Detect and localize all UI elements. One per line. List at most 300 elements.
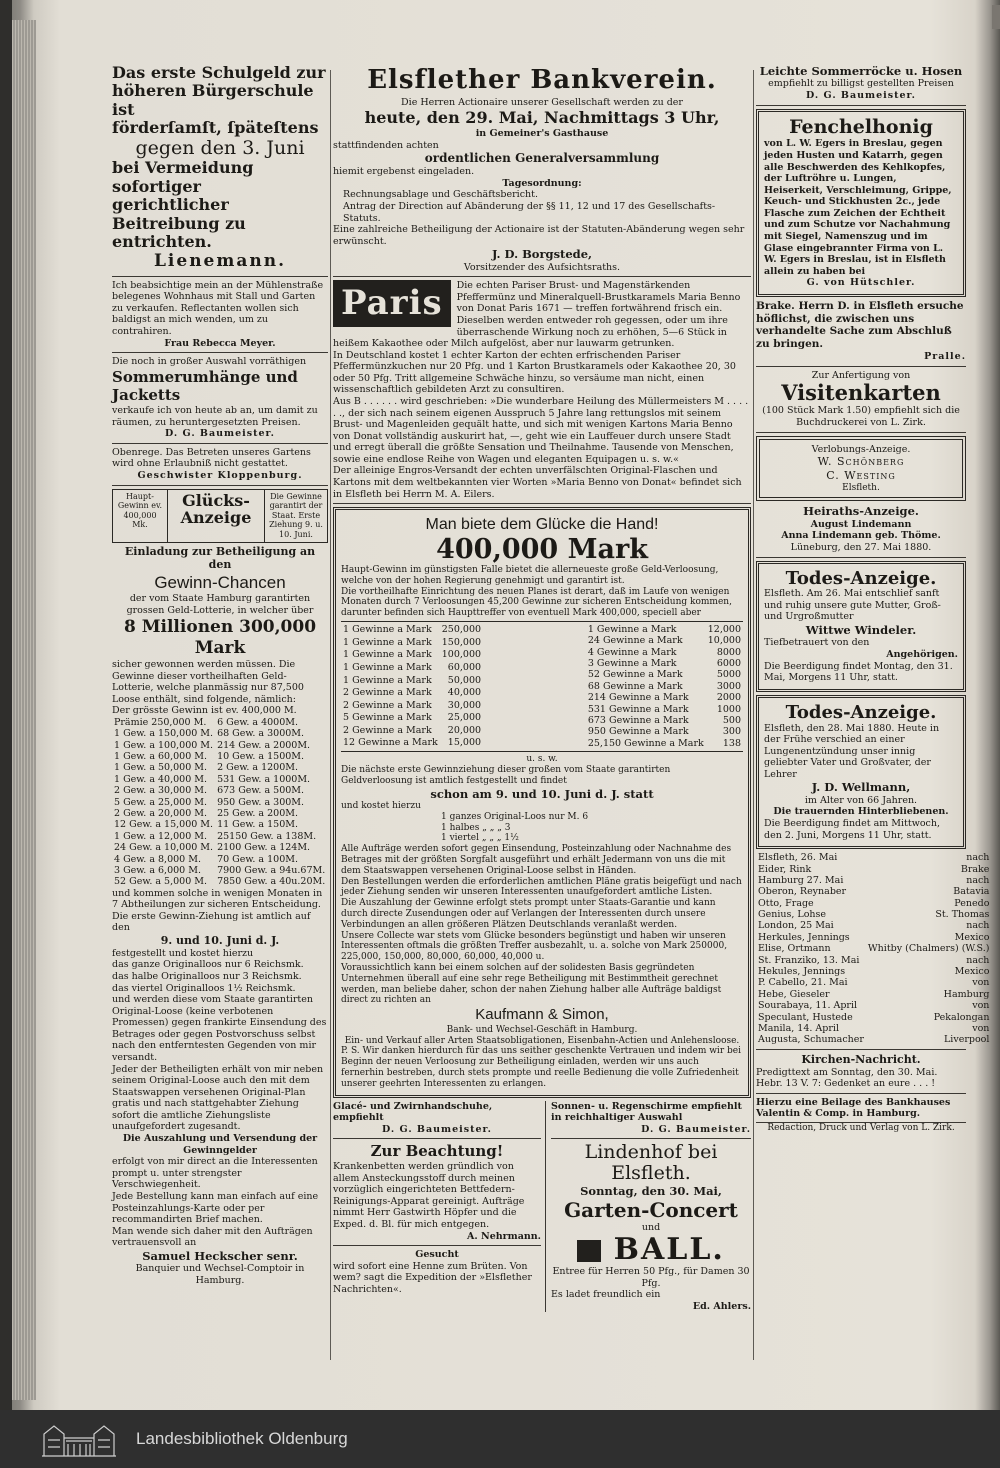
- sommerroecke-signature: D. G. Baumeister.: [806, 89, 916, 101]
- gesucht-title: Gesucht: [415, 1249, 459, 1261]
- ad-heirath: [756, 504, 966, 557]
- ad-fenchelhonig: [756, 109, 966, 297]
- ship-row-cell: Sourabaya, 11. April: [758, 1000, 858, 1012]
- banker-address: Banquier und Wechsel-Comptoir in Hamburg.: [135, 1263, 305, 1286]
- prize-row: [112, 717, 327, 728]
- prize-row-left-cell: 100,000: [441, 649, 482, 661]
- page-tab-marker: [992, 5, 1000, 29]
- column-rule-2: [753, 70, 754, 1360]
- glueck-firm-line: Bank- und Wechsel-Geschäft in Hamburg.: [446, 1024, 638, 1035]
- prize-row-right: [586, 669, 743, 680]
- prize-row-right: [586, 681, 743, 692]
- lottery-text: Die Auszahlung und Versendung der Gewinngelder: [122, 1133, 318, 1156]
- fenchel-title: Fenchelhonig: [789, 115, 933, 138]
- prize-row-right: [586, 658, 743, 669]
- prize-row-cell: 10 Gew. a 1500M.: [217, 751, 305, 763]
- ad-lindenhof: [551, 1142, 751, 1312]
- ship-row: [756, 1012, 991, 1023]
- ship-row-cell: Mexico: [954, 966, 990, 978]
- ship-row-cell: von: [972, 1022, 990, 1034]
- page-edges: [12, 20, 36, 1400]
- prize-row-left-cell: 2 Gewinne a Mark: [343, 687, 432, 699]
- prize-row-left-cell: 1 Gewinne a Mark: [343, 624, 432, 636]
- prize-row-left-cell: 2 Gewinne a Mark: [343, 724, 432, 736]
- prize-row: [112, 808, 327, 819]
- ship-row: [756, 864, 991, 875]
- ship-row-cell: St. Thomas: [935, 909, 990, 921]
- prize-row-cell: 70 Gew. a 100M.: [217, 853, 298, 865]
- glace-text: Glacé- und Zwirnhandschuhe, empfiehlt: [333, 1100, 493, 1124]
- tod2-title: Todes-Anzeige.: [785, 701, 937, 723]
- ad-glace: [333, 1101, 541, 1140]
- prize-row: [112, 876, 327, 887]
- prize-row-left-cell: 250,000: [441, 624, 482, 636]
- garten-concert: Garten-Concert: [564, 1197, 738, 1222]
- prize-row-right-cell: 138: [722, 737, 741, 749]
- prize-row-left-cell: 12 Gewinne a Mark: [343, 737, 438, 749]
- prize-row-left-cell: 30,000: [447, 699, 482, 711]
- prize-row-cell: 1 Gew. a 100,000 M.: [114, 739, 214, 751]
- sommerroecke-text: empfiehlt zu billigst gestellten Preisen: [768, 78, 954, 90]
- tod1-text2: Tiefbetrauert von den: [764, 637, 870, 649]
- heirath-place: Lüneburg, den 27. Mai 1880.: [790, 541, 932, 553]
- prize-row-right-cell: 950 Gewinne a Mark: [587, 726, 689, 738]
- verlobung-name: C. Westing: [826, 468, 896, 482]
- kirchen-nachricht: [756, 1053, 966, 1094]
- und-label: und: [641, 1221, 661, 1233]
- banker-name: Samuel Heckscher senr.: [142, 1248, 298, 1263]
- lottery-text: erfolgt von mir direct an die Interessenten prompt u. unter strengster Verschwiegenheit.: [112, 1156, 318, 1191]
- ship-row-cell: Oberon, Reynaber: [758, 886, 847, 898]
- prize-row-cell: 4 Gew. a 8,000 M.: [114, 853, 201, 865]
- impressum: Redaction, Druck und Verlag von L. Zirk.: [756, 1122, 966, 1134]
- paris-text: Die echten Pariser Brust- und Magenstärkenden Pfeffermünz und Mineralquell-Brustkaramels Maria Benno von Donat Paris 1671 — treffen fortwährend frisch ein. Dieselben werden entweder roh gegessen, oder um ihre überraschende Wirkung noch zu erhöhen, 5—6 Stück in heißem Kakaothee oder Milch aufgelöst, aber nur lauwarm getrunken.: [333, 280, 741, 350]
- glueck-text: Die Auszahlung der Gewinne erfolgt stets prompt unter Staats-Garantie und kann durch directe Zusendungen oder auf Verlangen der Interessenten durch unsere Verbindungen an allen größeren Plätzen Deutschlands veranlaßt werden.: [341, 898, 716, 930]
- prize-row-left-cell: 40,000: [447, 687, 482, 699]
- visiten-intro: Zur Anfertigung von: [811, 369, 911, 381]
- bank-signature: J. D. Borgstede,: [491, 247, 593, 262]
- small-ads-left: [333, 1101, 546, 1313]
- tod1-relatives: Angehörigen.: [886, 649, 958, 660]
- prize-row-right-cell: 4 Gewinne a Mark: [587, 646, 677, 658]
- glueck-ps: P. S. Wir danken hierdurch für das uns seither geschenkte Vertrauen und indem wir bei Beginn der neuen Verloosung zur Betheiligung einladen, werden wir uns auch fernerhin bestreben, durch stets prompte und reelle Bedienung die volle Zufriedenheit unserer geehrten Interessenten zu erlangen.: [341, 1046, 741, 1089]
- prize-row-cell: 11 Gew. a 150M.: [217, 819, 298, 831]
- schulgeld-line: entrichten.: [112, 231, 212, 251]
- ship-row-cell: London, 25 Mai: [758, 920, 834, 932]
- ad-schulgeld: [112, 64, 328, 277]
- prize-row: [112, 740, 327, 751]
- lottery-text: und kommen solche in wenigen Monaten in 7 Abtheilungen zur sicheren Entscheidung.: [112, 887, 323, 911]
- glueck-firm: Kaufmann & Simon,: [475, 1006, 609, 1024]
- prize-row-left-cell: 60,000: [447, 662, 482, 673]
- agenda-item: Antrag der Direction auf Abänderung der §§ 11, 12 und 17 des Gesellschafts-Statuts.: [343, 200, 716, 224]
- schulgeld-line: bei Vermeidung sofortiger: [112, 158, 254, 196]
- ship-row-cell: von: [972, 1000, 990, 1012]
- prize-row-right-cell: 500: [722, 715, 741, 727]
- prize-row-right-cell: 10,000: [707, 635, 741, 647]
- beilage-note: Hierzu eine Beilage des Bankhauses Valentin & Comp. in Hamburg.: [756, 1096, 951, 1120]
- ball-title: [551, 1233, 751, 1266]
- wohnhaus-text: Ich beabsichtige mein an der Mühlenstraße belegenes Wohnhaus mit Stall und Garten zu verkaufen. Reflectanten wollen sich baldigst an mich wenden, um zu contrahiren.: [112, 279, 324, 337]
- prize-row: [112, 819, 327, 830]
- glueck-firm-line: Ein- und Verkauf aller Arten Staatsobligationen, Eisenbahn-Actien und Anlehensloose.: [344, 1035, 740, 1046]
- ad-kaufmann-simon: [333, 507, 751, 1097]
- ship-row-cell: Otto, Frage: [758, 897, 814, 909]
- tod2-age: im Alter von 66 Jahren.: [804, 794, 918, 806]
- ship-row-cell: Hebe, Gieseler: [758, 988, 830, 1000]
- prize-row-left: [341, 686, 483, 699]
- fenchel-signature: G. von Hütschler.: [806, 277, 916, 289]
- ship-row: [756, 1034, 991, 1045]
- ship-row-cell: Liverpool: [944, 1034, 990, 1046]
- prize-row-right-cell: 3000: [716, 680, 741, 692]
- prize-row: [112, 854, 327, 865]
- prize-row-right: [586, 647, 743, 658]
- ship-row: [756, 920, 991, 931]
- visiten-title: Visitenkarten: [781, 380, 941, 406]
- prize-row-cell: 68 Gew. a 3000M.: [217, 728, 305, 740]
- ship-row: [756, 909, 991, 920]
- glueck-text: Den Bestellungen werden die erforderlichen amtlichen Pläne gratis beigefügt und nach jeder Ziehung senden wir unseren Interessenten unaufgefordert amtliche Listen.: [341, 876, 742, 898]
- ship-row-cell: St. Franziko, 13. Mai: [758, 954, 860, 966]
- prize-row-cell: 2 Gew. a 30,000 M.: [114, 785, 208, 797]
- ad-bankverein: [333, 64, 751, 277]
- prize-row-right: [586, 726, 743, 737]
- ship-row-cell: Hamburg 27. Mai: [758, 874, 844, 886]
- prize-row-cell: 1 Gew. a 50,000 M.: [114, 762, 208, 774]
- brake-signature: Pralle.: [924, 351, 966, 363]
- prize-row-right: [586, 635, 743, 646]
- lottery-text: Jeder der Betheiligten erhält von mir neben seinem Original-Loose auch den mit dem Staatswappen versehenen Original-Plan gratis und nach stattgehabter Ziehung sofort die amtliche Ziehungsliste unaufgefordert zugesandt.: [112, 1063, 324, 1133]
- gewinn-chancen: Gewinn-Chancen: [154, 573, 286, 593]
- small-ads-right: [546, 1101, 751, 1313]
- prize-row-left: [341, 712, 483, 725]
- prize-row-cell: 52 Gew. a 5,000 M.: [114, 876, 208, 888]
- gesucht-text: wird sofort eine Henne zum Brüten. Von wem? sagt die Expedition der »Elsflether Nachrichten«.: [333, 1260, 532, 1295]
- prize-row-left-cell: 20,000: [447, 724, 482, 736]
- ship-row: [756, 966, 991, 977]
- paris-text: Aus B . . . . . . wird geschrieben: »Die wunderbare Heilung des Müllermeisters M . . . . . ., der sich nach seinem eigenen Ausspruch 5 Jahre lang rettungslos mit seinem Brust- und Magenleiden gequält hatte, und sich mit wenigen Kartons Maria Benno von Donat vollständig auskurirt hat, —, geht wie ein Lauffeuer durch unsere Stadt und erregt überall die größte Sensation und Theilnahme. Tausende von Menschen, sowie eine endlose Reihe von Wagen und eleganten Equipagen u. s. w.«: [333, 396, 749, 465]
- brake-text: Brake. Herrn D. in Elsfleth ersuche höflichst, die zwischen uns verhandelte Sache zum Abschluß zu bringen.: [756, 299, 964, 351]
- prize-row: [112, 865, 327, 876]
- ad-todes-wellmann: [756, 695, 966, 849]
- sommer-text: verkaufe ich von heute ab an, um damit zu räumen, zu heruntergesetzten Preisen.: [112, 405, 318, 428]
- wohnhaus-signature: Frau Rebecca Meyer.: [164, 337, 276, 349]
- prize-row-cell: 1 Gew. a 60,000 M.: [114, 751, 208, 763]
- prize-table-heckscher: [112, 717, 327, 888]
- prize-row-cell: 2 Gew. a 1200M.: [217, 762, 298, 774]
- ship-row-cell: Pekalongan: [933, 1011, 990, 1023]
- ad-verlobung: [756, 436, 966, 502]
- prize-row-left: [341, 724, 483, 737]
- lottery-text: und werden diese vom Staate garantirten Original-Loose (keine verbotenen Promessen) gegen frankirte Einsendung des Betrages oder gegen Postvorschuss selbst nach den entferntesten Gegenden von mir versandt.: [112, 994, 327, 1064]
- bank-title: Elsflether Bankverein.: [367, 65, 717, 95]
- glueck-loos: 1 viertel „ „ „ 1½: [441, 833, 519, 844]
- lottery-text: Man wende sich daher mit den Aufträgen vertrauensvoll an: [112, 1225, 313, 1249]
- prize-row-right-cell: 673 Gewinne a Mark: [587, 715, 689, 727]
- ad-beachtung: [333, 1142, 541, 1246]
- glueck-title: Man biete dem Glücke die Hand!: [425, 516, 659, 534]
- ship-row-cell: Herkules, Jennings: [758, 931, 850, 943]
- entree: Entree für Herren 50 Pfg., für Damen 30 Pfg.: [552, 1266, 750, 1289]
- millionen-text: sicher gewonnen werden müssen. Die Gewinne dieser vortheilhaften Geld-Lotterie, welche planmässig nur 87,500 Loose enthält, sind folgende, nämlich:: [112, 659, 304, 705]
- prize-row: [112, 751, 327, 762]
- prize-row-cell: 2 Gew. a 20,000 M.: [114, 808, 208, 820]
- prize-row-left: [341, 649, 483, 662]
- groesster-gewinn: Der grösste Gewinn ist ev. 400,000 M.: [112, 705, 297, 717]
- glace-signature: D. G. Baumeister.: [382, 1123, 492, 1135]
- bank-date: heute, den 29. Mai, Nachmittags 3 Uhr,: [364, 108, 720, 128]
- book-binding: [0, 0, 12, 1410]
- prize-row-left-cell: 25,000: [447, 712, 482, 724]
- verlobung-title: Verlobungs-Anzeige.: [811, 443, 911, 455]
- gewinn-text: der vom Staate Hamburg garantirten grossen Geld-Lotterie, in welcher über: [126, 593, 314, 616]
- ship-row: [756, 989, 991, 1000]
- shipping-news: [756, 852, 990, 1050]
- glueck-loos: 1 ganzes Original-Loos nur M. 6: [441, 811, 589, 822]
- prize-row-left: [341, 699, 483, 712]
- gluecks-header: [112, 489, 328, 543]
- ship-row: [756, 977, 991, 988]
- ad-paris: [333, 280, 751, 504]
- prize-row-right: [586, 704, 743, 715]
- prize-row-right-cell: 6000: [716, 658, 741, 670]
- prize-row-right-cell: 300: [722, 726, 741, 738]
- prize-row-cell: 25150 Gew. a 138M.: [217, 830, 317, 842]
- glueck-text: Voraussichtlich kann bei einem solchen auf der solidesten Basis gegründeten Unternehmen überall auf eine sehr rege Betheiligung mit Bestimmtheit gerechnet werden, man beliebe daher, schon der nahen Ziehung halber alle Aufträge baldigst direct zu richten an: [341, 962, 722, 1006]
- schulgeld-line: gerichtlicher Beitreibung zu: [112, 195, 246, 233]
- prize-row-right: [586, 692, 743, 703]
- tod2-text: Elsfleth, den 28. Mai 1880. Heute in der Frühe verschied an einer Lungenentzündung unser innig geliebter Vater und Großvater, der Lehrer: [764, 722, 940, 780]
- glueck-text: und kostet hierzu: [341, 800, 421, 811]
- sommer-signature: D. G. Baumeister.: [165, 428, 275, 440]
- visiten-text: (100 Stück Mark 1.50) empfiehlt sich die Buchdruckerei von L. Zirk.: [762, 405, 960, 428]
- library-building-logo-icon: [40, 1420, 118, 1458]
- obenrege-text: Obenrege. Das Betreten unseres Gartens wird ohne Erlaubniß nicht gestattet.: [112, 446, 311, 470]
- gluecks-left: Haupt-Gewinn ev. 400,000 Mk.: [113, 490, 168, 542]
- prize-table-left: [341, 624, 483, 749]
- ship-row-cell: nach: [966, 874, 990, 886]
- tod1-title: Todes-Anzeige.: [785, 567, 937, 589]
- prize-row-cell: Prämie 250,000 M.: [114, 716, 207, 728]
- ship-row-cell: Elise, Ortmann: [758, 943, 831, 955]
- sommer-intro: Die noch in großer Auswahl vorräthigen: [112, 356, 307, 368]
- prize-row-right-cell: 5000: [716, 669, 741, 681]
- prize-row-cell: 1 Gew. a 150,000 M.: [114, 728, 214, 740]
- sonnen-signature: D. G. Baumeister.: [641, 1123, 751, 1135]
- ship-row-cell: Mexico: [954, 931, 990, 943]
- ship-row: [756, 875, 991, 886]
- ad-sommerumhaenge: [112, 356, 328, 444]
- prize-row-left-cell: 15,000: [447, 737, 482, 749]
- ship-row: [756, 852, 991, 863]
- millionen-heading: 8 Millionen 300,000 Mark: [123, 616, 317, 658]
- kirchen-text: Predigttext am Sonntag, den 30. Mai. Hebr. 13 V. 7: Gedenket an eure . . . !: [756, 1066, 938, 1090]
- ball-label: BALL.: [613, 1232, 725, 1268]
- beachtung-signature: A. Nehrmann.: [467, 1230, 541, 1242]
- schulgeld-line: höheren Bürgerschule ist: [112, 81, 314, 119]
- column-right: [756, 64, 990, 1134]
- prize-row-cell: 3 Gew. a 6,000 M.: [114, 864, 201, 876]
- prize-row-left: [341, 737, 483, 750]
- ship-row-cell: Hamburg: [943, 988, 990, 1000]
- glueck-loos: 1 halbes „ „ „ 3: [441, 822, 511, 833]
- prize-row: [112, 797, 327, 808]
- sommerroecke-title: Leichte Sommerröcke u. Hosen: [759, 64, 963, 78]
- ad-wohnhaus: [112, 280, 328, 353]
- gluecks-title: Glücks-Anzeige: [180, 490, 252, 528]
- heirath-name: Anna Lindemann geb. Thöme.: [781, 530, 941, 542]
- beachtung-title: Zur Beachtung!: [370, 1142, 504, 1161]
- ad-todes-windeler: [756, 561, 966, 692]
- prize-row-left: [341, 661, 483, 674]
- prize-row-right-cell: 52 Gewinne a Mark: [587, 669, 683, 681]
- glueck-text: Alle Aufträge werden sofort gegen Einsendung, Posteinzahlung oder Nachnahme des Betrages mit der größten Sorgfalt ausgeführt und erhält Jedermann von uns die mit dem Staatswappen versehenen Original-Loose selbst in Händen.: [341, 844, 732, 876]
- prize-row-right-cell: 2000: [716, 692, 741, 704]
- bank-place: in Gemeiner's Gasthause: [475, 128, 609, 140]
- ship-row-cell: nach: [966, 920, 990, 932]
- sommer-title: Sommerumhänge und Jacketts: [112, 367, 298, 405]
- schulgeld-line: Das erste Schulgeld zur: [112, 63, 326, 82]
- glueck-dates: schon am 9. und 10. Juni d. J. statt: [430, 786, 654, 801]
- prize-row-left-cell: 150,000: [441, 636, 482, 648]
- column-rule-1: [330, 70, 331, 1360]
- heirath-title: Heiraths-Anzeige.: [803, 504, 919, 519]
- ship-row-cell: nach: [966, 954, 990, 966]
- prize-row-right-cell: 3 Gewinne a Mark: [587, 658, 677, 670]
- verlobung-place: Elsfleth.: [842, 482, 880, 493]
- tod1-text: Elsfleth. Am 26. Mai entschlief sanft und ruhig unsere gute Mutter, Groß- und Urgroßmutter: [764, 588, 941, 623]
- schulgeld-signature: Lienemann.: [153, 251, 287, 272]
- bank-invite: hiemit ergebenst eingeladen.: [333, 166, 475, 178]
- prize-row-cell: 25 Gew. a 200M.: [217, 808, 298, 820]
- column-middle: [333, 64, 751, 1312]
- lindenhof-title: Lindenhof bei Elsfleth.: [584, 1141, 718, 1185]
- bank-signature-role: Vorsitzender des Aufsichtsraths.: [463, 261, 621, 273]
- ship-row-cell: Augusta, Schumacher: [758, 1034, 864, 1046]
- prize-row-left-cell: 1 Gewinne a Mark: [343, 674, 432, 686]
- ship-row: [756, 886, 991, 897]
- paris-label: Paris: [333, 280, 451, 327]
- glueck-prize-tables: [341, 621, 743, 752]
- bank-text: stattfindenden achten: [333, 139, 439, 151]
- prize-row-left-cell: 1 Gewinne a Mark: [343, 649, 432, 661]
- library-footer: [0, 1410, 1000, 1468]
- prize-row-cell: 7900 Gew. a 94u.67M.: [217, 864, 326, 876]
- paris-text: In Deutschland kostet 1 echter Karton der echten erfrischenden Pariser Pfeffermünzkuchen nur 20 Pfg. und 1 Karton Brustkaramels oder Kakaothee 20, 30 oder 50 Pfg. Tritt allgemeine Schwäche hinzu, so versäume man nicht, einen wissenschaftlich gebildeten Arzt zu consultiren.: [333, 349, 736, 396]
- prize-row-left: [341, 674, 483, 687]
- ship-row: [756, 955, 991, 966]
- ad-gesucht: [333, 1249, 541, 1295]
- kirchen-title: Kirchen-Nachricht.: [801, 1052, 921, 1066]
- prize-row-left-cell: 5 Gewinne a Mark: [343, 712, 432, 724]
- ad-obenrege: [112, 447, 328, 486]
- tod2-funeral: Die Beerdigung findet am Mittwoch, den 2. Juni, Morgens 11 Uhr, statt.: [764, 817, 941, 841]
- glueck-text: Die vortheilhafte Einrichtung des neuen Planes ist derart, daß im Laufe von wenigen Monaten durch 7 Verloosungen 45,200 Gewinne zur sicheren Entscheidung kommen, darunter befinden sich Haupttreffer von eventuell Mark 400,000, speciell aber: [341, 586, 732, 619]
- ship-row-cell: Speculant, Hustede: [758, 1011, 853, 1023]
- prize-row-left-cell: 1 Gewinne a Mark: [343, 636, 432, 648]
- prize-row-cell: 673 Gew. a 500M.: [217, 785, 305, 797]
- gluecks-right: Die Gewinne garantirt der Staat. Erste Ziehung 9. u. 10. Juni.: [264, 490, 327, 542]
- column-left: [112, 64, 328, 1286]
- prize-row-right-cell: 68 Gewinne a Mark: [587, 680, 683, 692]
- tagesordnung: Tagesordnung:: [502, 177, 582, 189]
- prize-row-cell: 950 Gew. a 300M.: [217, 796, 305, 808]
- prize-row-cell: 214 Gew. a 2000M.: [217, 739, 311, 751]
- lottery-text: festgestellt und kostet hierzu: [112, 947, 254, 959]
- prize-row-cell: 12 Gew. a 15,000 M.: [114, 819, 214, 831]
- prize-row-cell: 7850 Gew. a 40u.20M.: [217, 876, 326, 888]
- agenda-item: Rechnungsablage und Geschäftsbericht.: [343, 189, 538, 201]
- beachtung-text: Krankenbetten werden gründlich von allem Ansteckungsstoff durch meinen vorzüglich eingerichteten Bettfedern-Reinigungs-Apparat gereinigt. Aufträge nimmt Herr Gastwirth Höpfer und die Exped. d. Bl. für mich entgegen.: [333, 1161, 525, 1230]
- prize-row: [112, 762, 327, 773]
- lottery-price-halb: das halbe Originalloos nur 3 Reichsmk.: [112, 970, 302, 982]
- prize-row-cell: 5 Gew. a 25,000 M.: [114, 796, 208, 808]
- ad-sommerroecke: [756, 64, 966, 106]
- prize-row-right-cell: 214 Gewinne a Mark: [587, 692, 689, 704]
- obenrege-signature: Geschwister Kloppenburg.: [137, 470, 303, 482]
- ship-row: [756, 1023, 991, 1034]
- ad-lottery-heckscher: [112, 489, 328, 1287]
- ad-visitenkarten: [756, 370, 966, 433]
- tod2-relatives: Die trauernden Hinterbliebenen.: [773, 806, 949, 818]
- prize-row: [112, 785, 327, 796]
- schulgeld-deadline: gegen den 3. Juni: [135, 136, 305, 159]
- prize-row-cell: 1 Gew. a 12,000 M.: [114, 830, 208, 842]
- heirath-name: August Lindemann: [810, 518, 912, 530]
- prize-row-right-cell: 8000: [716, 646, 741, 658]
- ship-row-cell: von: [972, 977, 990, 989]
- ship-row: [756, 943, 991, 954]
- prize-row-left-cell: 50,000: [447, 674, 482, 686]
- glueck-text: Unsere Collecte war stets vom Glücke besonders begünstigt und haben wir unseren Interessenten oftmals die größten Treffer ausbezahlt, u. a. solche von Mark 250000, 225,000, 150,000, 80,000, 60,000, 40,000 u.: [341, 930, 728, 963]
- ship-row: [756, 1000, 991, 1011]
- verlobung-name: W. Schönberg: [817, 455, 905, 469]
- glueck-text: Die nächste erste Gewinnziehung dieser großen vom Staate garantirten Geldverloosung ist amtlich festgestellt und findet: [341, 764, 671, 786]
- ahlers-invite: Es ladet freundlich ein: [551, 1289, 661, 1301]
- ad-sonnenschirme: [551, 1101, 751, 1140]
- ship-row-cell: P. Cabello, 21. Mai: [758, 977, 848, 989]
- sonnen-text: Sonnen- u. Regenschirme empfiehlt in reichhaltiger Auswahl: [551, 1100, 742, 1124]
- tod2-name: J. D. Wellmann,: [811, 780, 911, 795]
- prize-table-right: [586, 624, 743, 749]
- small-ads-row: [333, 1101, 751, 1313]
- prize-row-right: [586, 624, 743, 635]
- prizes-etc: u. s. w.: [526, 754, 558, 765]
- lindenhof-date: Sonntag, den 30. Mai,: [580, 1184, 722, 1199]
- ship-row-cell: Batavia: [953, 886, 990, 898]
- glueck-amount: 400,000 Mark: [436, 534, 648, 566]
- ship-row-cell: Eider, Rink: [758, 863, 812, 875]
- prize-row-cell: 1 Gew. a 40,000 M.: [114, 773, 208, 785]
- prize-row-right: [586, 715, 743, 726]
- prize-row-right-cell: 531 Gewinne a Mark: [587, 703, 689, 715]
- prize-row-cell: 531 Gew. a 1000M.: [217, 773, 311, 785]
- ahlers-signature: Ed. Ahlers.: [692, 1300, 751, 1312]
- ship-row-cell: Brake: [960, 863, 990, 875]
- bank-gv: ordentlichen Generalversammlung: [424, 151, 660, 166]
- ship-row: [756, 898, 991, 909]
- ship-row-cell: Manila, 14. April: [758, 1022, 839, 1034]
- prize-row-left: [341, 624, 483, 637]
- prize-row-right: [586, 738, 743, 749]
- prize-row-right-cell: 25,150 Gewinne a Mark: [587, 737, 704, 749]
- prize-row-right-cell: 1 Gewinne a Mark: [587, 623, 677, 635]
- lottery-price-viertel: das viertel Originalloos 1½ Reichsmk.: [112, 982, 296, 994]
- ship-row-cell: Hekules, Jennings: [758, 966, 846, 978]
- prize-row-right-cell: 12,000: [707, 623, 741, 635]
- prize-row-right-cell: 24 Gewinne a Mark: [587, 635, 683, 647]
